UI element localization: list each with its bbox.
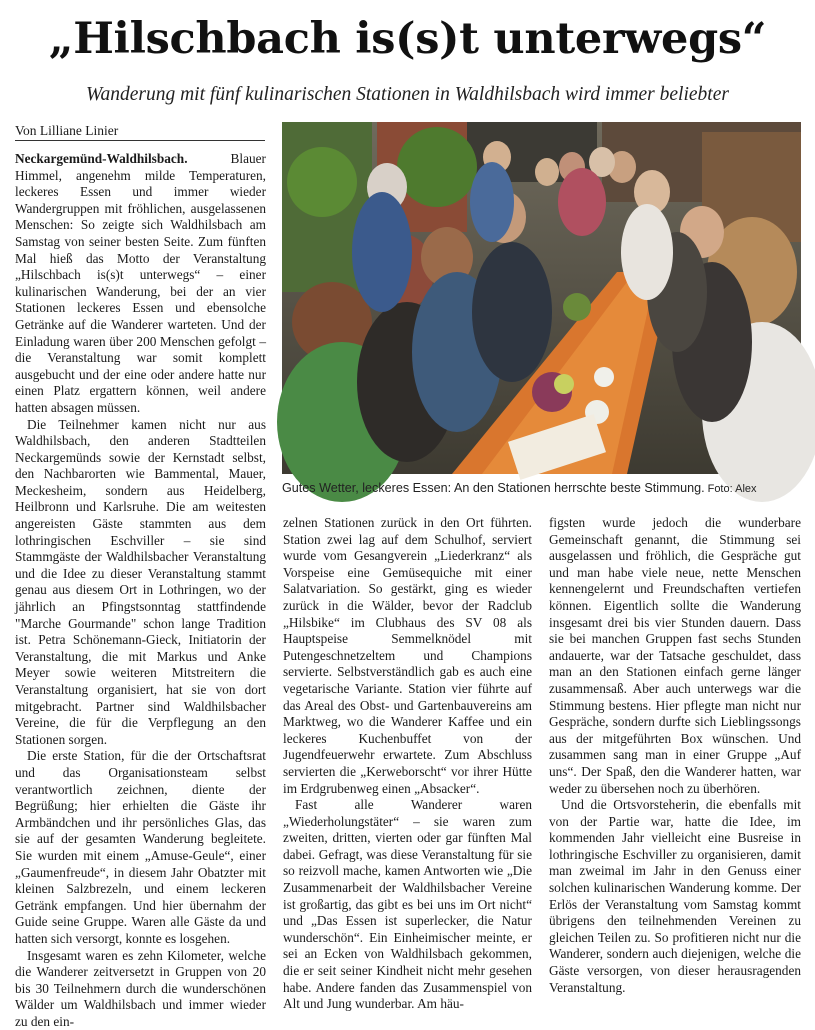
paragraph: Neckargemünd-Waldhilsbach. Blauer Himmel, angenehm milde Temperaturen, leckeres Essen und immer wieder Wandergruppen mit fröhlichen, ausgelassenen Menschen: So zeigte sich Waldhilsbach am Samstag von seiner besten Seite. Zum fünften Mal hieß das Motto der Veranstaltung „Hilschbach is(s)t unterwegs“ – einer kulinarischen Wanderung, bei der an vier Stationen leckeres Essen und ebensolche Getränke auf die Wanderer warteten. Und der Einladung waren über 200 Menschen gefolgt – die Veranstaltung war somit komplett ausgebucht und der eine oder andere hatte nur einen Platz ergattern können, weil andere hatten absagen müssen.: [15, 151, 266, 417]
paragraph: Die erste Station, für die der Ortschaftsrat und das Organisationsteam selbst verantwortlich zeichnen, diente der Begrüßung; hier erhielten die Gäste ihr Armbändchen und ihr persönliches Glas, das sie auf der gesamten Wanderung begleitete. Sie wurden mit einem „Amuse-Geule“, einer „Gaumenfreude“, in diesem Jahr Obatzter mit kleinen Salzbrezeln, und einem leckeren Getränk empfangen. Und hier übernahm der Guide seine Gruppe. Waren alle Gäste da und hatten sich versorgt, konnte es losgehen.: [15, 748, 266, 947]
article-byline: Von Lilliane Linier: [15, 123, 265, 141]
paragraph: Insgesamt waren es zehn Kilometer, welche die Wanderer zeitversetzt in Gruppen von 20 bis 30 Teilnehmern durch die wunderschönen Wälder um Waldhilsbach und immer wieder zu den ein-: [15, 948, 266, 1030]
paragraph: Und die Ortsvorsteherin, die ebenfalls mit von der Partie war, hatte die Idee, im kommenden Jahr vielleicht eine Busreise in lothringische Eschviller zu organisieren, damit man zweimal im Jahr in den Genuss einer solchen kulinarischen Wanderung komme. Der Erlös der Veranstaltung vom Samstag kommt übrigens den teilnehmenden Vereinen zu gleichen Teilen zu. So profitieren nicht nur die Wanderer, sondern auch diejenigen, welche die Gäste versorgen, von dieser herausragenden Veranstaltung.: [549, 797, 801, 996]
text-column-2: [283, 515, 532, 1001]
article-subline: Wanderung mit fünf kulinarischen Stationen in Waldhilsbach wird immer beliebter: [0, 84, 815, 106]
photo-credit: Foto: Alex: [708, 483, 757, 495]
article-photo: [282, 122, 801, 474]
text-column-3: [549, 515, 801, 1001]
article-headline: „Hilschbach is(s)t unterwegs“: [0, 14, 815, 64]
caption-text: Gutes Wetter, leckeres Essen: An den Stationen herrschte beste Stimmung.: [282, 481, 705, 495]
paragraph: Fast alle Wanderer waren „Wiederholungstäter“ – sie waren zum zweiten, dritten, vierten oder gar fünften Mal dabei. Gefragt, was diese Veranstaltung für sie so reizvoll mache, kamen Antworten wie „Die Zusammenarbeit der Waldhilsbacher Vereine ist großartig, das gibt es bei uns im Ort nicht“ und „Das Essen ist superlecker, die Natur wunderschön“. Ein Einheimischer meinte, er sei an Ecken von Waldhilsbach gekommen, die er seit seiner Kindheit nicht mehr gesehen habe. Andere fanden das Zusammenspiel von Alt und Jung wunderbar. Am häu-: [283, 797, 532, 1013]
paragraph: figsten wurde jedoch die wunderbare Gemeinschaft genannt, die Stimmung sei ausgelassen und fröhlich, die Gespräche gut und man habe viele neue, nette Menschen kennengelernt und Freundschaften vertiefen können. Eigentlich sollte die Wanderung insgesamt drei bis vier Stunden dauern. Dass sie bei manchen Gruppen fast sechs Stunden andauerte, war der Tatsache geschuldet, dass man an den Stationen einfach gerne länger zusammensaß. Aber auch unterwegs war die Stimmung bestens. Hier pflegte man nicht nur Gespräche, sondern durfte sich Lieblingssongs aus der mitgeführten Box wünschen. Und zusammen sang man in einer Gruppe „Auf uns“. Der Spaß, den die Wanderer hatten, war weder zu übersehen noch zu überhören.: [549, 515, 801, 797]
dateline: Neckargemünd-Waldhilsbach.: [15, 151, 188, 166]
paragraph: zelnen Stationen zurück in den Ort führten. Station zwei lag auf dem Schulhof, serviert wurde vom Gesangverein „Liederkranz“ als Vorspeise eine Gemüsequiche mit einer Salatvariation. So gestärkt, ging es wieder zurück in die Wälder, bevor der Radclub „Hilsbike“ im Clubhaus des SV 08 als Hauptspeise Semmelknödel mit Putengeschnetzeltem und Champions servierte. Selbstverständlich gab es auch eine vegetarische Variante. Station vier führte auf das Areal des Obst- und Gartenbauvereins am Marktweg, wo die Wanderer Kaffee und ein leckeres Kuchenbuffet von der Jugendfeuerwehr erwartete. Zum Abschluss servierten die „Kerweborscht“ vor ihrer Hütte im Erdgrubenweg einen „Absacker“.: [283, 515, 532, 797]
photo-caption: [282, 481, 801, 495]
text-column-1: [15, 151, 266, 1001]
paragraph: Die Teilnehmer kamen nicht nur aus Waldhilsbach, den anderen Stadtteilen Neckargemünds sowie der Kernstadt selbst, den Nachbarorten wie Bammental, Mauer, Meckesheim, sondern aus Heidelberg, Heilbronn und Karlsruhe. Die am weitesten angereisten Gäste stammten aus dem lothringischen Eschviller – sie sind Stammgäste der Waldhilsbacher Veranstaltung und die Idee zu dieser Veranstaltung stammt genau aus diesem Ort in Lothringen, wo der jährlich an Pfingstsonntag stattfindende "Marche Gourmande" schon lange Tradition ist. Petra Schönemann-Gieck, Initiatorin der Veranstaltung, die mit Markus und Anke Meyer sowie weiteren Mitstreitern die Veranstaltung organisiert, hat sie von dort mitgebracht. Partner sind Waldhilsbacher Vereine, die für die Verpflegung an den Stationen sorgen.: [15, 417, 266, 749]
